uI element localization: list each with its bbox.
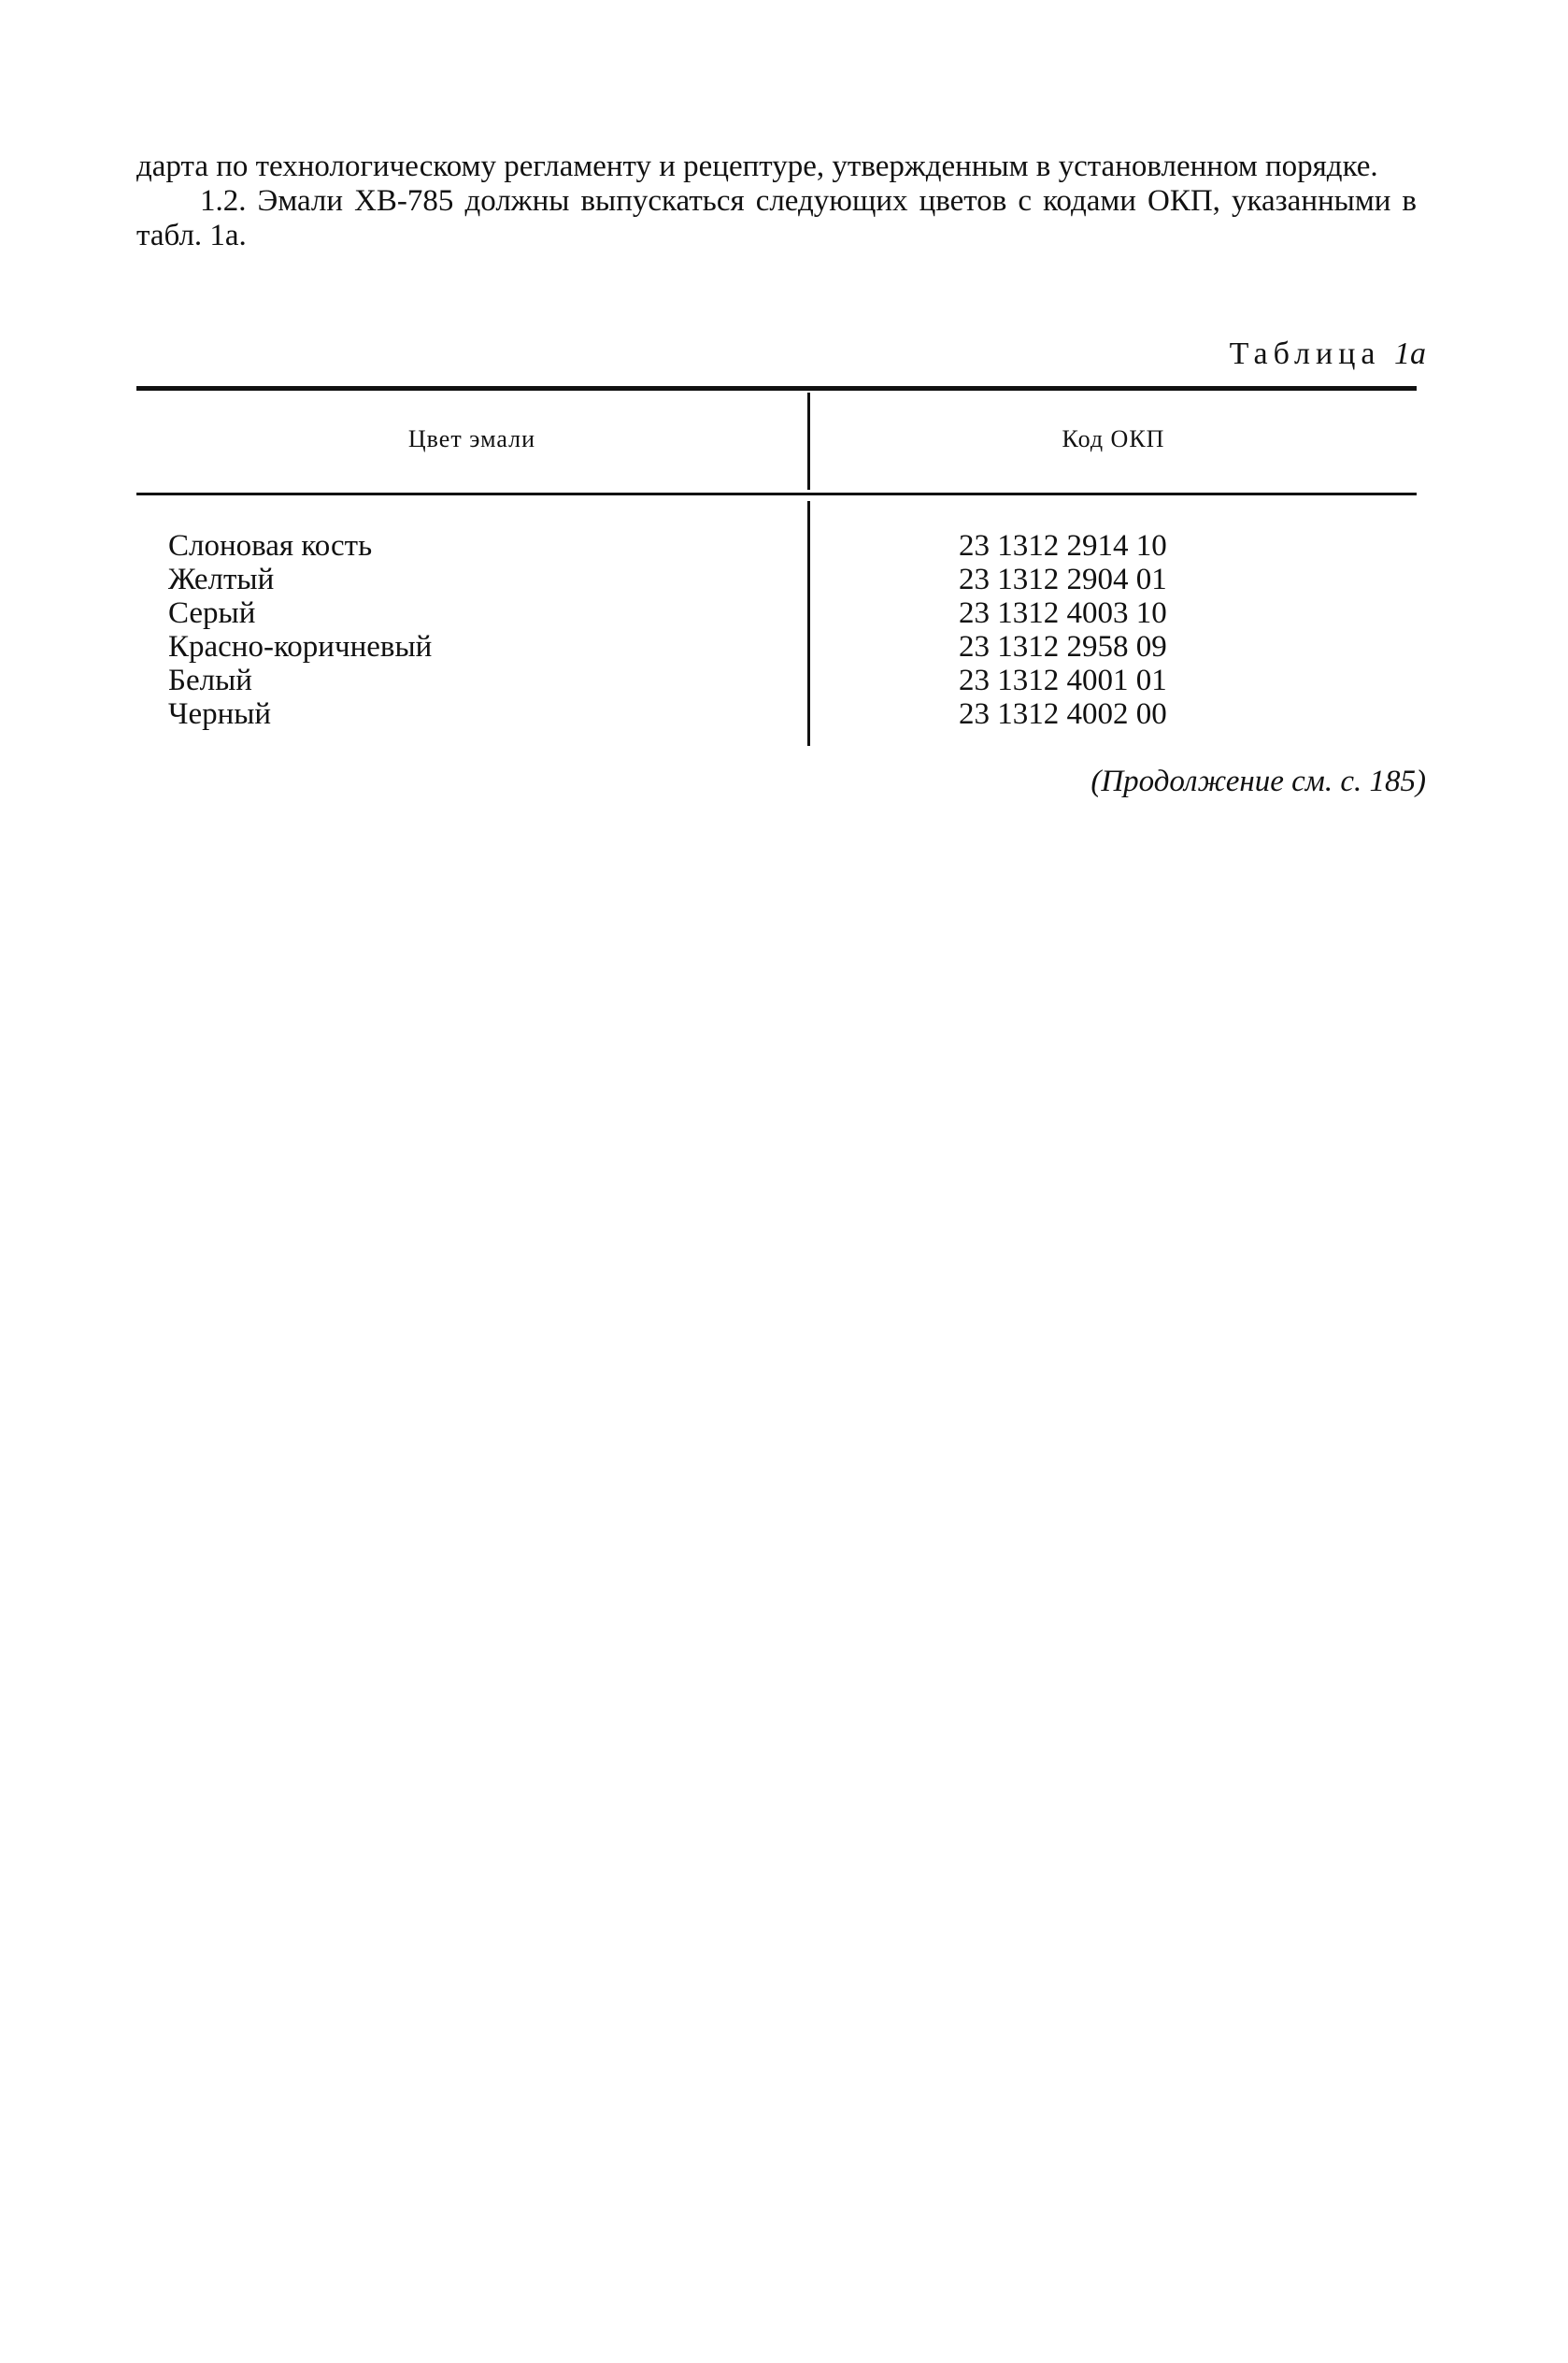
table-header-code: Код ОКП <box>1062 425 1165 452</box>
body-text <box>136 150 1417 253</box>
color-cell: Серый <box>168 596 256 630</box>
color-cell: Черный <box>168 697 272 731</box>
table-row <box>0 697 1568 731</box>
code-cell: 23 1312 4002 00 <box>959 697 1167 731</box>
code-cell: 23 1312 2914 10 <box>959 529 1167 563</box>
table-row <box>0 630 1568 664</box>
paragraph-text: 1.2. Эмали ХВ-785 должны выпускаться следующих цветов с кодами ОКП, указанными в табл. 1а. <box>136 184 1417 252</box>
code-cell: 23 1312 2904 01 <box>959 563 1167 596</box>
color-cell: Желтый <box>168 563 275 596</box>
paragraph-1-2 <box>136 184 1417 253</box>
color-cell: Слоновая кость <box>168 529 373 563</box>
caption-number: 1а <box>1394 337 1426 371</box>
caption-word: Таблица <box>1229 337 1381 371</box>
color-cell: Красно-коричневый <box>168 630 433 664</box>
table-top-rule <box>136 386 1417 391</box>
paragraph-text: дарта по технологическому регламенту и рецептуре, утвержденным в установленном порядке. <box>136 150 1378 183</box>
code-cell: 23 1312 2958 09 <box>959 630 1167 664</box>
continuation-note: (Продолжение см. с. 185) <box>1090 765 1426 798</box>
code-cell: 23 1312 4001 01 <box>959 664 1167 697</box>
code-cell: 23 1312 4003 10 <box>959 596 1167 630</box>
table-header-color: Цвет эмали <box>407 425 536 452</box>
table-row <box>0 563 1568 596</box>
color-cell: Белый <box>168 664 252 697</box>
table-caption <box>1230 337 1426 372</box>
paragraph-continued <box>136 150 1417 184</box>
table-row <box>0 529 1568 563</box>
table-row <box>0 596 1568 630</box>
table-row <box>0 664 1568 697</box>
table-body <box>0 529 1568 731</box>
table-header-rule <box>136 493 1417 495</box>
